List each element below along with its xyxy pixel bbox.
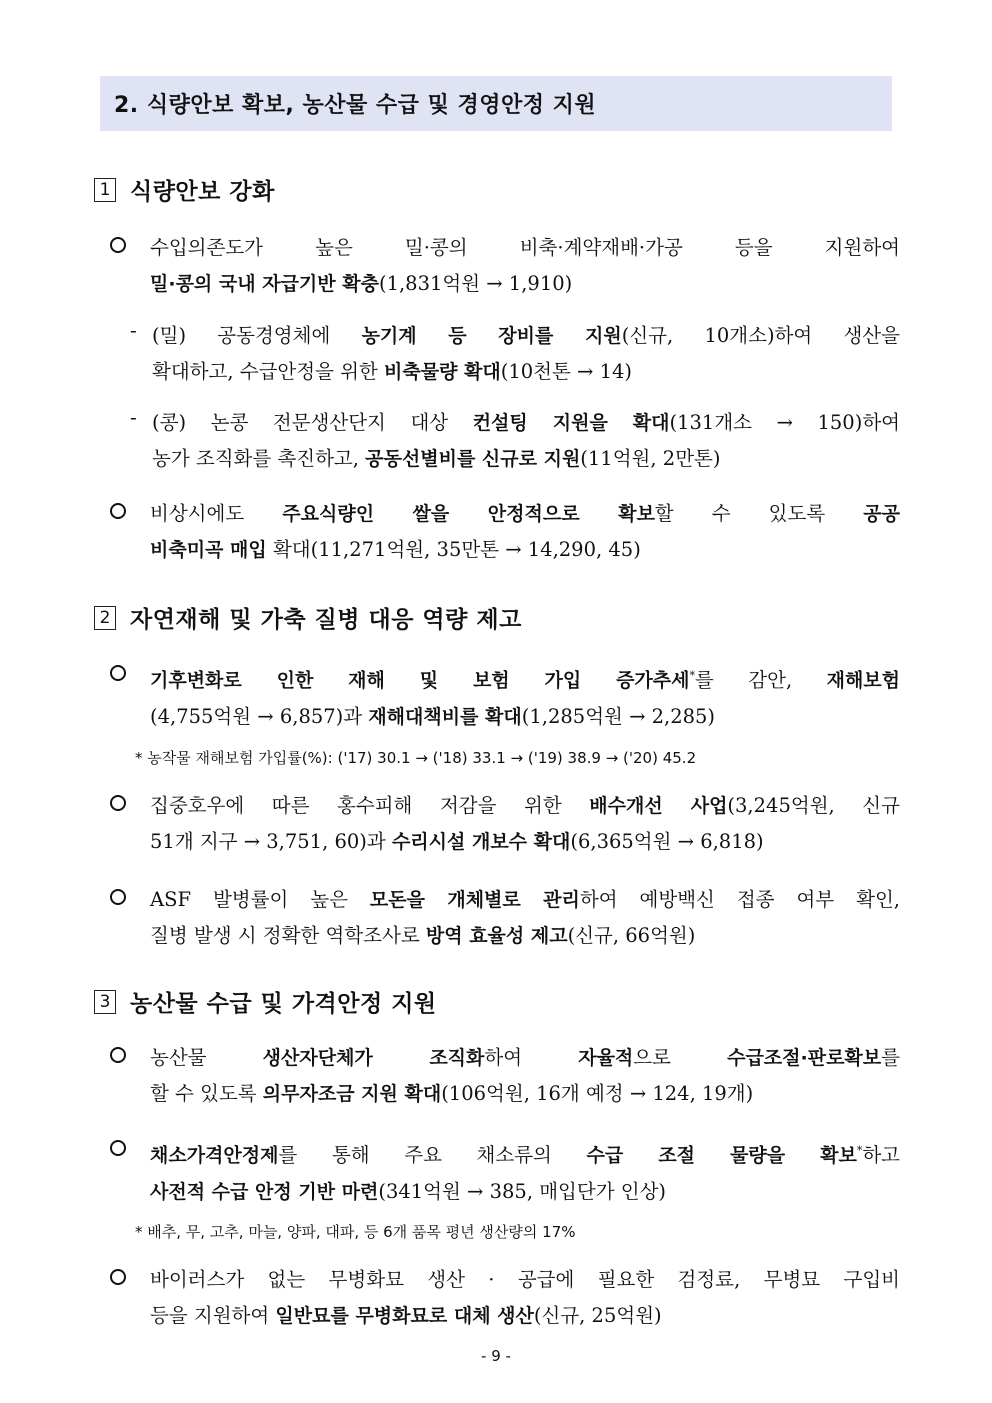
section-title: 자연재해 및 가축 질병 대응 역량 제고 xyxy=(130,607,522,633)
dash-item xyxy=(130,318,900,390)
page-number: - 9 - xyxy=(481,1347,511,1365)
bullet-item xyxy=(110,788,900,860)
text-line: 확대하고, 수급안정을 위한 비축물량 확대(10천톤 → 14) xyxy=(152,360,633,383)
circle-bullet-icon xyxy=(110,1140,126,1156)
text-line: 할 수 있도록 의무자조금 지원 확대(106억원, 16개 예정 → 124, 19개) xyxy=(150,1082,754,1105)
text-line: 농가 조직화를 촉진하고, 공동선별비를 신규로 지원(11억원, 2만톤) xyxy=(152,447,721,470)
text-line: (콩) 논콩 전문생산단지 대상 컨설팅 지원을 확대(131개소 → 150)하여 xyxy=(152,411,900,434)
dash-item xyxy=(130,405,900,477)
bullet-item xyxy=(110,882,900,954)
circle-bullet-icon xyxy=(110,795,126,811)
section-number-box: 2 xyxy=(94,606,116,630)
bullet-item xyxy=(110,496,900,568)
text-line: 질병 발생 시 정확한 역학조사로 방역 효율성 제고(신규, 66억원) xyxy=(150,924,696,947)
circle-bullet-icon xyxy=(110,237,126,253)
text-line: (밀) 공동경영체에 농기계 등 장비를 지원(신규, 10개소)하여 생산을 xyxy=(152,324,900,347)
chapter-title: 2. 식량안보 확보, 농산물 수급 및 경영안정 지원 xyxy=(114,93,597,118)
text-line: 사전적 수급 안정 기반 마련(341억원 → 385, 매입단가 인상) xyxy=(150,1179,667,1203)
footnote: * 농작물 재해보험 가입률(%): ('17) 30.1 → ('18) 33.1 → ('19) 38.9 → ('20) 45.2 xyxy=(135,749,697,767)
circle-bullet-icon xyxy=(110,1269,126,1285)
text-line: (4,755억원 → 6,857)과 재해대책비를 확대(1,285억원 → 2,285) xyxy=(150,704,716,728)
section-number-box: 1 xyxy=(94,178,116,202)
circle-bullet-icon xyxy=(110,665,126,681)
text-line: 수입의존도가 높은 밀·콩의 비축·계약재배·가공 등을 지원하여 xyxy=(150,236,900,259)
text-line: 집중호우에 따른 홍수피해 저감을 위한 배수개선 사업(3,245억원, 신규 xyxy=(150,794,900,817)
text-line: 51개 지구 → 3,751, 60)과 수리시설 개보수 확대(6,365억원 → 6,818) xyxy=(150,830,764,853)
section-3-heading xyxy=(94,985,437,1018)
circle-bullet-icon xyxy=(110,889,126,905)
bullet-item xyxy=(110,658,900,735)
text-line: 기후변화로 인한 재해 및 보험 가입 증가추세*를 감안, 재해보험 xyxy=(150,668,901,692)
bullet-item xyxy=(110,1133,900,1210)
section-title: 식량안보 강화 xyxy=(130,179,275,205)
text-line: 농산물 생산자단체가 조직화하여 자율적으로 수급조절·판로확보를 xyxy=(150,1046,900,1069)
section-2-heading xyxy=(94,601,522,634)
footnote: * 배추, 무, 고추, 마늘, 양파, 대파, 등 6개 품목 평년 생산량의 17% xyxy=(135,1223,576,1241)
bullet-item xyxy=(110,1262,900,1334)
bullet-item xyxy=(110,1040,900,1112)
text-line: 채소가격안정제를 통해 주요 채소류의 수급 조절 물량을 확보*하고 xyxy=(150,1143,901,1167)
text-line: ASF 발병률이 높은 모돈을 개체별로 관리하여 예방백신 접종 여부 확인, xyxy=(150,888,900,911)
circle-bullet-icon xyxy=(110,503,126,519)
text-line: 바이러스가 없는 무병화묘 생산 · 공급에 필요한 검정료, 무병묘 구입비 xyxy=(150,1268,900,1291)
text-line: 밀·콩의 국내 자급기반 확충(1,831억원 → 1,910) xyxy=(150,272,573,295)
section-number-box: 3 xyxy=(94,990,116,1014)
dash-marker: - xyxy=(130,318,137,342)
chapter-title-bar xyxy=(100,76,892,131)
bullet-item xyxy=(110,230,900,302)
text-line: 비상시에도 주요식량인 쌀을 안정적으로 확보할 수 있도록 공공 xyxy=(150,502,900,525)
text-line: 등을 지원하여 일반묘를 무병화묘로 대체 생산(신규, 25억원) xyxy=(150,1304,662,1327)
text-line: 비축미곡 매입 확대(11,271억원, 35만톤 → 14,290, 45) xyxy=(150,538,641,561)
circle-bullet-icon xyxy=(110,1047,126,1063)
section-title: 농산물 수급 및 가격안정 지원 xyxy=(130,991,437,1017)
section-1-heading xyxy=(94,173,275,206)
dash-marker: - xyxy=(130,405,137,429)
